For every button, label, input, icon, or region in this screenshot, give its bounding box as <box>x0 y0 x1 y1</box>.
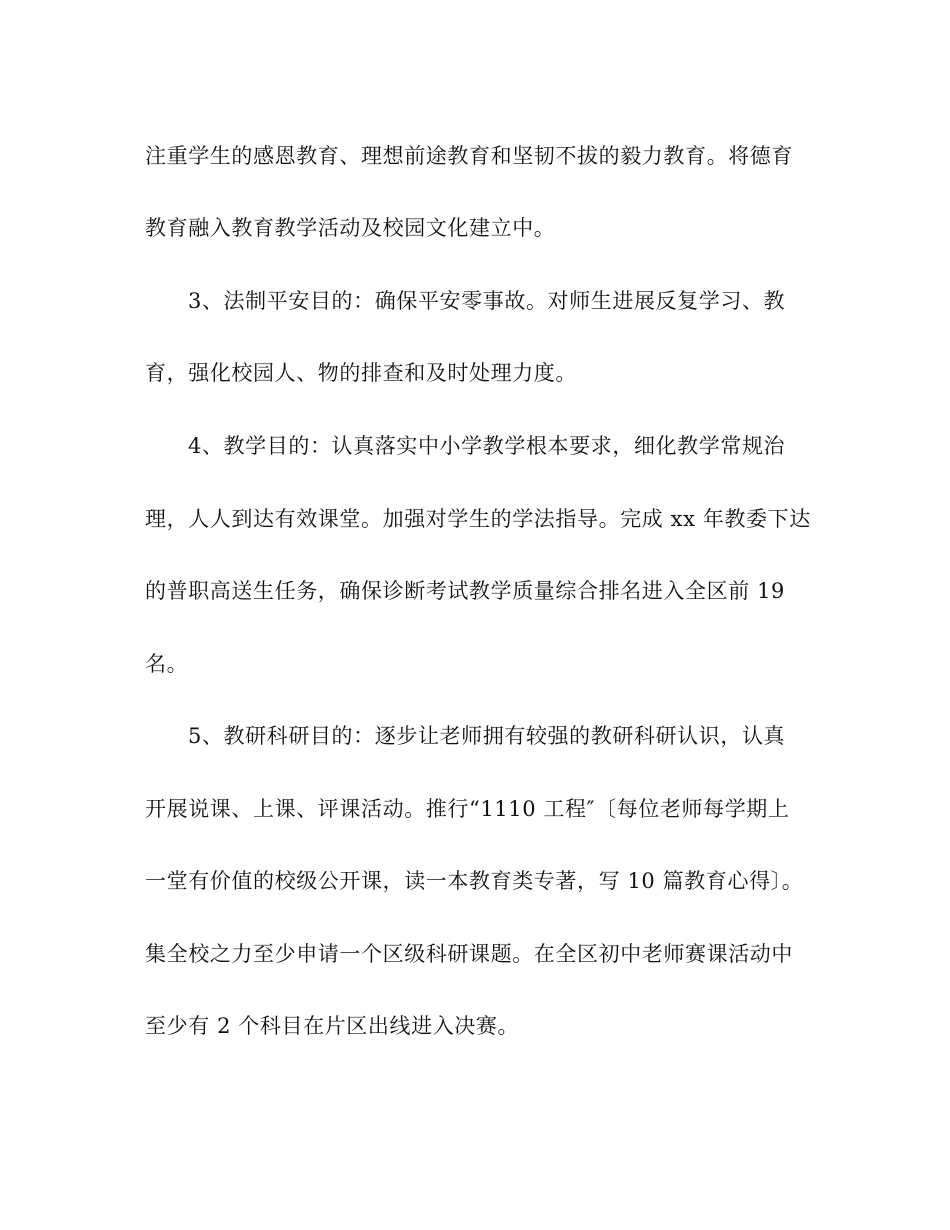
text-line: 名。 <box>145 652 189 676</box>
text-line: 理，人人到达有效课堂。加强对学生的学法指导。完成 xx 年教委下达 <box>145 507 811 531</box>
text-line: 育，强化校园人、物的排查和及时处理力度。 <box>145 361 577 385</box>
text-line: 5、教研科研目的：逐步让老师拥有较强的教研科研认识，认真 <box>188 724 786 748</box>
text-line: 集全校之力至少申请一个区级科研课题。在全区初中老师赛课活动中 <box>145 942 793 966</box>
text-line: 3、法制平安目的：确保平安零事故。对师生进展反复学习、教 <box>188 289 786 313</box>
text-line: 开展说课、上课、评课活动。推行“1110 工程″〔每位老师每学期上 <box>145 797 790 821</box>
text-line: 4、教学目的：认真落实中小学教学根本要求，细化教学常规治 <box>188 434 786 458</box>
text-line: 教育融入教育教学活动及校园文化建立中。 <box>145 216 556 240</box>
text-line: 一堂有价值的校级公开课，读一本教育类专著，写 10 篇教育心得〕。 <box>145 869 804 893</box>
text-line: 的普职高送生任务，确保诊断考试教学质量综合排名进入全区前 19 <box>145 579 785 603</box>
text-line: 注重学生的感恩教育、理想前途教育和坚韧不拔的毅力教育。将德育 <box>145 144 793 168</box>
text-line: 至少有 2 个科目在片区出线进入决赛。 <box>145 1014 520 1038</box>
